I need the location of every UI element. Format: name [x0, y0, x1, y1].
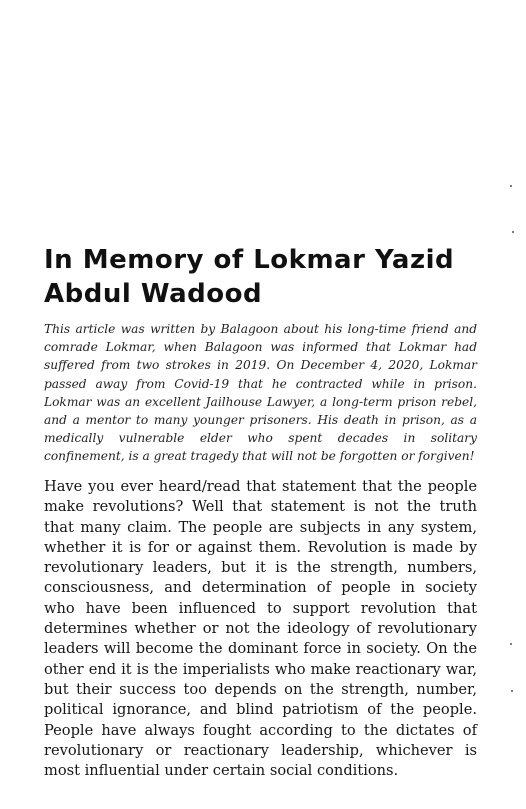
article-intro: This article was written by Balagoon about his long-time friend and comrade Lokmar, when Balagoon was informed that Lokmar had suffered from two strokes in 2019. On December 4, 2020, Lokmar passed away from Covid-19 that he contracted while in prison. Lokmar was an excellent Jailhouse Lawyer, a long-term prison rebel, and a mentor to many younger prisoners. His death in prison, as a medically vulnerable elder who spent decades in solitary confinement, is a great tragedy that will not be forgotten or forgiven!: [44, 322, 477, 464]
scan-speck: [512, 231, 514, 233]
article-body: Have you ever heard/read that statement that the people make revolutions? Well that statement is not the truth that many claim. The people are subjects in any system, whether it is for or against them. Revolution is made by revolutionary leaders, but it is the strength, numbers, consciousness, and determination of people in society who have been influenced to support revolution that determines whether or not the ideology of revolutionary leaders will become the dominant force in society. On the other end it is the imperialists who make reactionary war, but their success too depends on the strength, number, political ignorance, and blind patriotism of the people. People have always fought according to the dictates of revolutionary or reactionary leadership, whichever is most influential under certain social conditions.: [44, 478, 477, 780]
article-title: In Memory of Lokmar Yazid Abdul Wadood: [44, 245, 455, 309]
scan-speck: [511, 690, 513, 692]
scan-speck: [510, 643, 512, 645]
scan-speck: [510, 185, 512, 187]
